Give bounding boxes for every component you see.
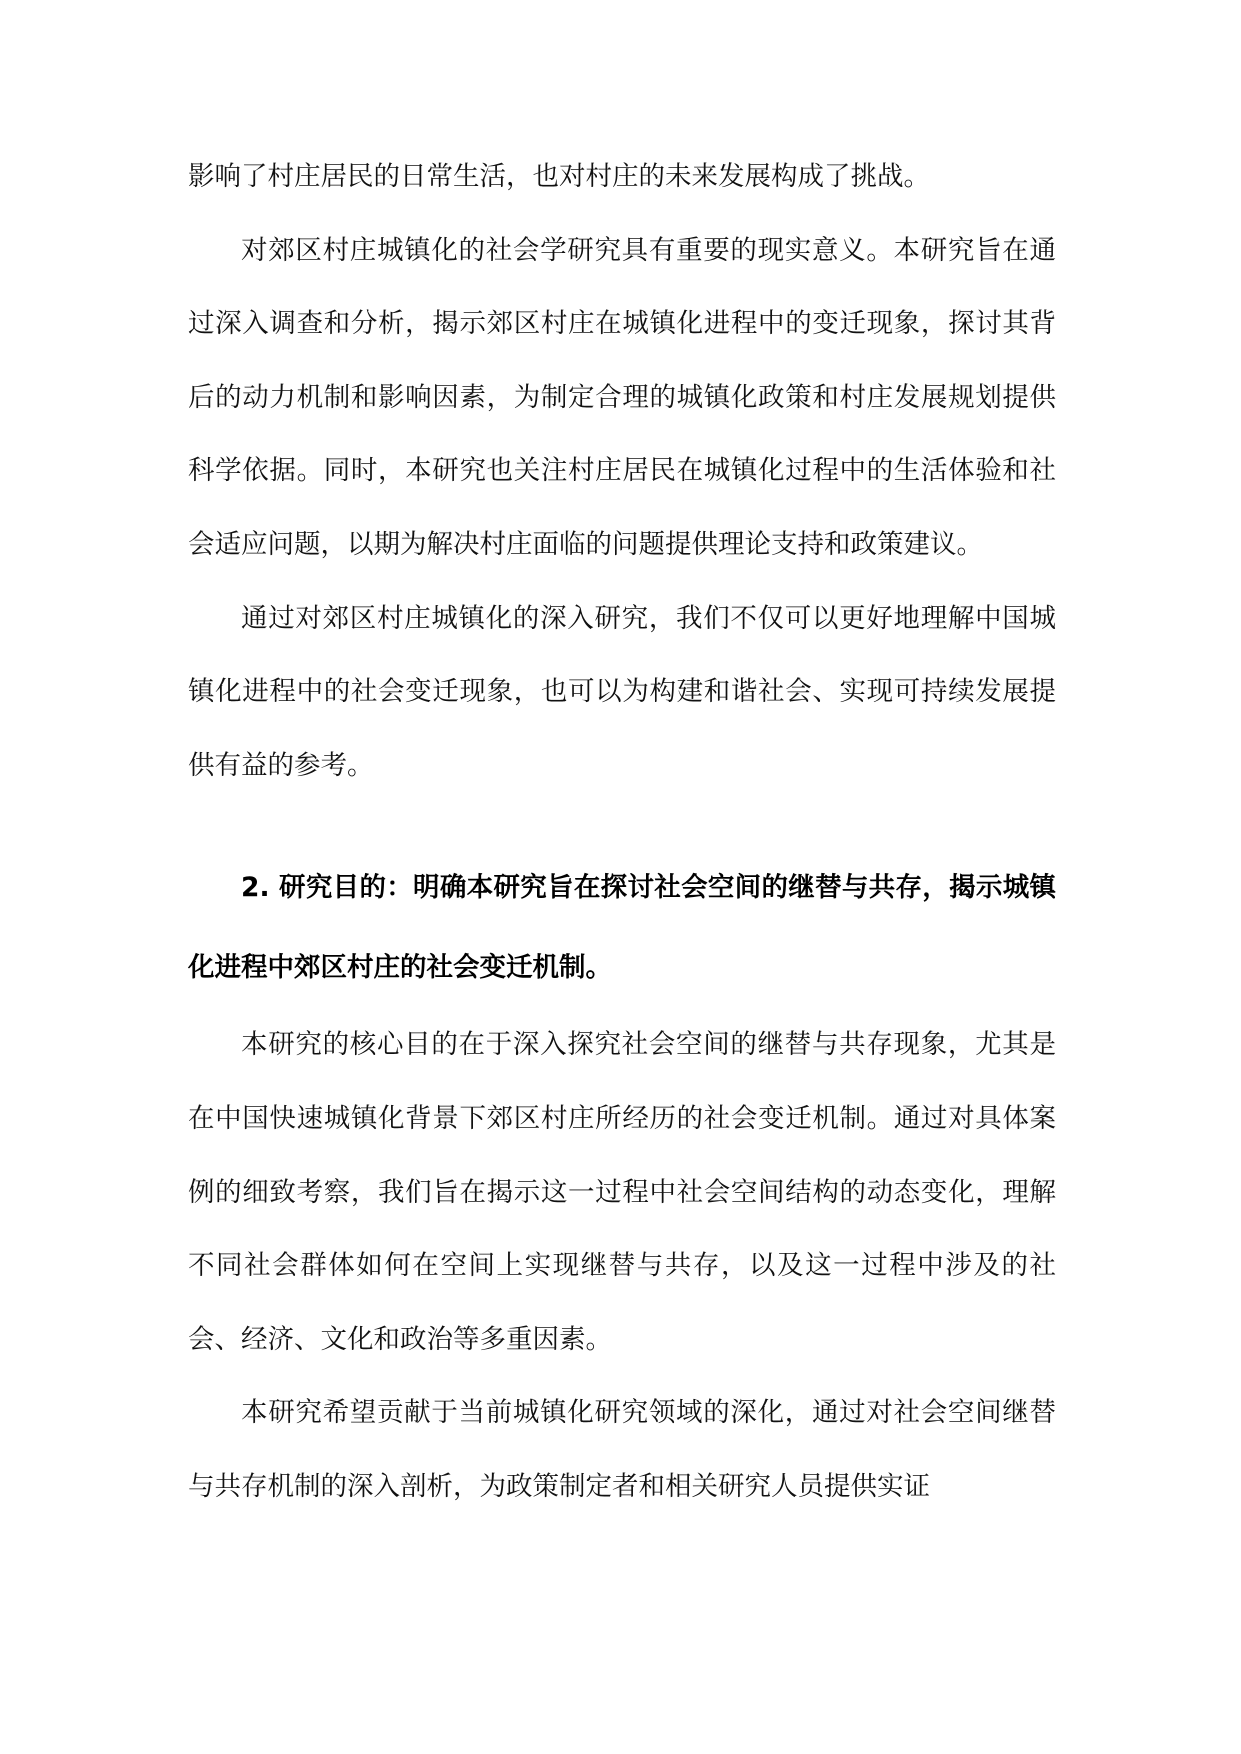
paragraph-contribution: 通过对郊区村庄城镇化的深入研究，我们不仅可以更好地理解中国城镇化进程中的社会变迁现象，也可以为构建和谐社会、实现可持续发展提供有益的参考。 bbox=[188, 602, 1056, 781]
paragraph-hope: 本研究希望贡献于当前城镇化研究领域的深化，通过对社会空间继替与共存机制的深入剖析，为政策制定者和相关研究人员提供实证 bbox=[188, 1397, 1056, 1502]
section-heading-research-purpose: 2. 研究目的：明确本研究旨在探讨社会空间的继替与共存，揭示城镇化进程中郊区村庄的社会变迁机制。 bbox=[188, 872, 1056, 984]
paragraph-continued: 影响了村庄居民的日常生活，也对村庄的未来发展构成了挑战。 bbox=[188, 161, 930, 192]
paragraph-significance: 对郊区村庄城镇化的社会学研究具有重要的现实意义。本研究旨在通过深入调查和分析，揭示郊区村庄在城镇化进程中的变迁现象，探讨其背后的动力机制和影响因素，为制定合理的城镇化政策和村庄发展规划提供科学依据。同时，本研究也关注村庄居民在城镇化过程中的生活体验和社会适应问题，以期为解决村庄面临的问题提供理论支持和政策建议。 bbox=[188, 234, 1056, 560]
document-body bbox=[188, 140, 1056, 1524]
paragraph-core-purpose: 本研究的核心目的在于深入探究社会空间的继替与共存现象，尤其是在中国快速城镇化背景下郊区村庄所经历的社会变迁机制。通过对具体案例的细致考察，我们旨在揭示这一过程中社会空间结构的动态变化，理解不同社会群体如何在空间上实现继替与共存，以及这一过程中涉及的社会、经济、文化和政治等多重因素。 bbox=[188, 1029, 1056, 1355]
